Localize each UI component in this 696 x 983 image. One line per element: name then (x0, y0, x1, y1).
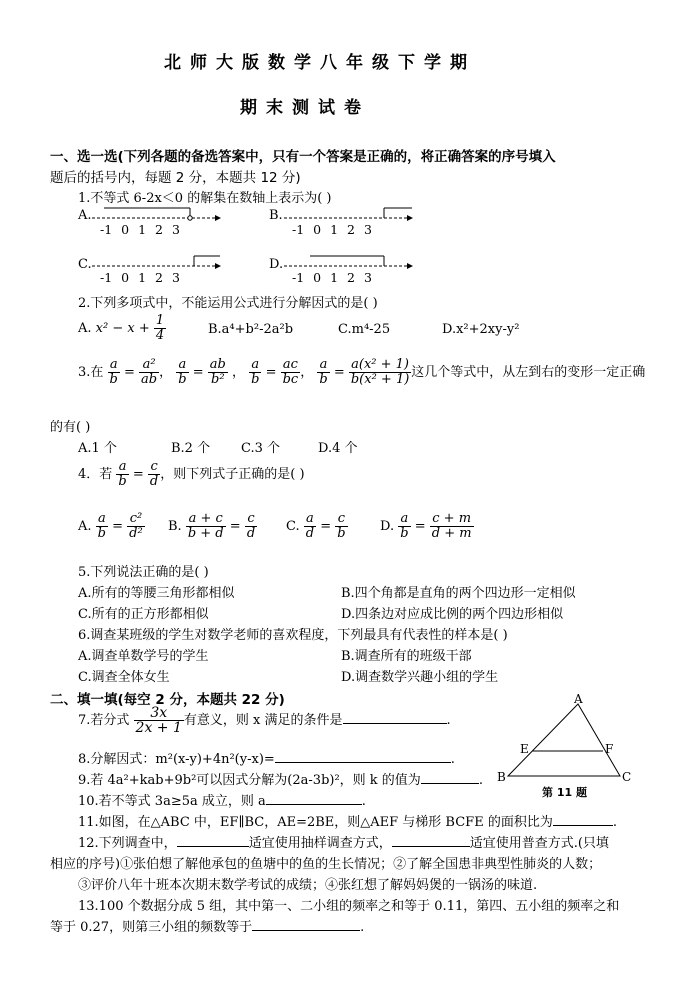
q2-option-a: A. x² − x + $\frac{1}{4}$ (78, 313, 165, 343)
q3-option-a: A.1 个 (78, 441, 117, 456)
q13-line1: 13.100 个数据分成 5 组，其中第一、二小组的频率之和等于 0.11，第四、五小组的频率之和 (78, 899, 620, 914)
figure-label-c: C (622, 770, 632, 784)
q2-option-d: D.x²+2xy-y² (442, 322, 520, 337)
q1-option-d-line (284, 256, 412, 266)
q9-text: 9.若 4a²+kab+9b²可以因式分解为(2a-3b)²，则 k 的值为 . (78, 773, 483, 788)
q12-line1: 12.下列调查中， 适宜使用抽样调查方式， 适宜使用普查方式.(只填 (78, 836, 609, 851)
q1-b-ticks: -1 0 1 2 3 (292, 222, 372, 237)
q3-line2: 的有( ) (50, 420, 91, 435)
q5-option-c: C.所有的正方形都相似 (78, 607, 209, 622)
q1-text: 1.不等式 6-2x＜0 的解集在数轴上表示为( ) (78, 191, 332, 206)
q2-text: 2.下列多项式中，不能运用公式进行分解因式的是( ) (78, 296, 378, 311)
q1-c-ticks: -1 0 1 2 3 (100, 270, 180, 285)
q5-option-d: D.四条边对应成比例的两个四边形相似 (341, 607, 564, 622)
q3-option-b: B.2 个 (171, 441, 211, 456)
q5-option-b: B.四个角都是直角的两个四边形一定相似 (341, 586, 576, 601)
q5-text: 5.下列说法正确的是( ) (78, 565, 209, 580)
q12-line3: ③评价八年十班本次期末数学考试的成绩；④张红想了解妈妈煲的一锅汤的味道. (78, 878, 538, 893)
q10-text: 10.若不等式 3a≥5a 成立，则 a . (78, 794, 366, 809)
page-title: 北师大版数学八年级下学期 (164, 53, 476, 73)
q6-text: 6.调查某班级的学生对数学老师的喜欢程度，下列最具有代表性的样本是( ) (78, 628, 508, 643)
q1-option-d-label: D. (269, 257, 284, 272)
figure-label-f: F (605, 742, 614, 756)
q6-option-c: C.调查全体女生 (78, 670, 170, 685)
q2-option-b: B.a⁴+b²-2a²b (208, 322, 294, 337)
q7-text: 7.若分式 $\frac{3x}{2x + 1}$ 有意义，则 x 满足的条件是 . (78, 705, 451, 736)
section1-heading-line1: 一、选一选(下列各题的备选答案中，只有一个答案是正确的，将正确答案的序号填入 (50, 149, 556, 165)
q12-line2: 相应的序号)①张伯想了解他承包的鱼塘中的鱼的生长情况；②了解全国患非典型性肺炎的人数； (50, 857, 602, 872)
q3-option-d: D.4 个 (318, 441, 358, 456)
q3-option-c: C.3 个 (241, 441, 281, 456)
q1-option-b-label: B. (269, 208, 283, 223)
q4-option-b: B. $\frac{a + c}{b + d}$ = $\frac{c}{d}$ (168, 511, 256, 541)
q6-option-d: D.调查数学兴趣小组的学生 (341, 670, 499, 685)
section2-heading: 二、填一填(每空 2 分，本题共 22 分) (50, 692, 285, 708)
q1-option-b-line (284, 208, 412, 218)
q4-text: 4．若 $\frac{a}{b}$ = $\frac{c}{d}$ ，则下列式子正确的是( ) (78, 459, 305, 489)
q11-text: 11.如图，在△ABC 中，EF∥BC，AE=2BE，则△AEF 与梯形 BCFE 的面积比为 . (78, 815, 617, 830)
q6-option-a: A.调查单数学号的学生 (78, 649, 209, 664)
figure-label-e: E (520, 742, 529, 756)
q1-option-a-line (92, 208, 220, 220)
section1-heading-line2: 题后的括号内，每题 2 分，本题共 12 分) (50, 170, 301, 186)
page-subtitle: 期末测试卷 (240, 98, 370, 118)
q3-line1: 3.在 $\frac{a}{b}$ = $\frac{\text{a²}}{ab}$ ， $\frac{a}{b}$ = $\frac{ab}{\text{b²}}$ ， $\frac{a}{b}$ = $\frac{ac}{bc}$ ， $\frac{a}{b}$ = $\frac{\text{a(x² + 1)}}{\text{b(x² + 1)}}$ 这几个等式中，从左到右的变形一定正确 (78, 357, 646, 387)
q1-a-ticks: -1 0 1 2 3 (100, 222, 180, 237)
q2-option-c: C.m⁴-25 (338, 322, 391, 337)
figure-label-a: A (574, 692, 583, 706)
q13-line2: 等于 0.27，则第三小组的频数等于 . (50, 920, 365, 935)
q1-option-a-label: A. (78, 208, 92, 223)
q4-option-d: D. $\frac{a}{b}$ = $\frac{c + m}{d + m}$ (380, 511, 472, 541)
q5-option-a: A.所有的等腰三角形都相似 (78, 586, 235, 601)
figure-label-b: B (497, 770, 506, 784)
q11-triangle-figure (494, 692, 634, 804)
figure-caption: 第 11 题 (542, 786, 587, 799)
q1-option-c-line (92, 256, 220, 266)
q1-d-ticks: -1 0 1 2 3 (292, 270, 372, 285)
q6-option-b: B.调查所有的班级干部 (341, 649, 472, 664)
q4-option-c: C. $\frac{a}{d}$ = $\frac{c}{b}$ (286, 511, 346, 541)
q4-option-a: A. $\frac{a}{b}$ = $\frac{\text{c²}}{\text{d²}}$ (78, 511, 143, 541)
q1-option-c-label: C. (78, 257, 92, 272)
q8-text: 8.分解因式：m²(x-y)+4n²(y-x)= . (78, 752, 455, 767)
